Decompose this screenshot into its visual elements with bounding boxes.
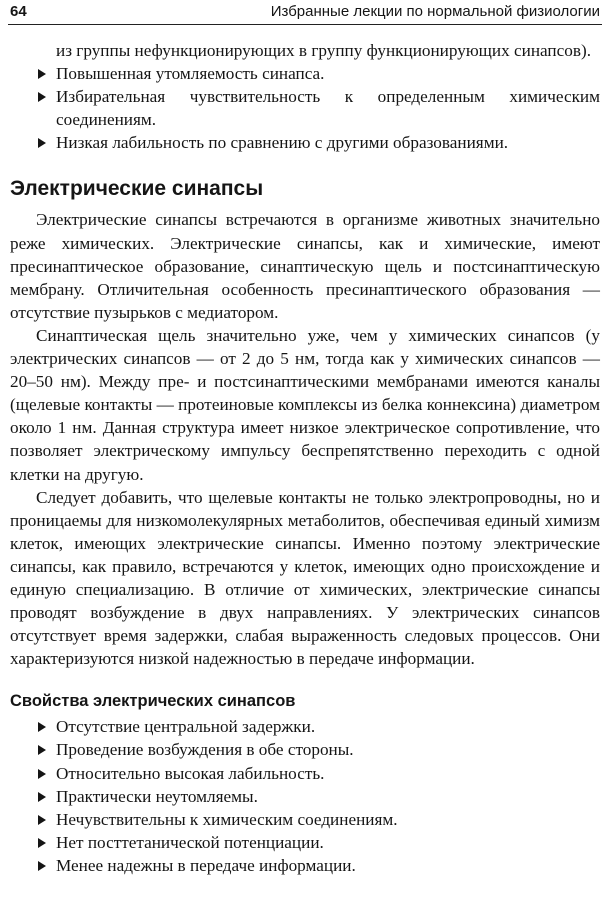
list-item: Менее надежны в передаче информации.: [10, 854, 600, 877]
list-item: Повышенная утомляемость синапса.: [10, 62, 600, 85]
list-item: Нечувствительны к химическим соединениям.: [10, 808, 600, 831]
bullet-triangle-icon: [38, 138, 46, 148]
list-item: Относительно высокая лабильность.: [10, 762, 600, 785]
bullet-triangle-icon: [38, 769, 46, 779]
list-continuation-text: из группы нефункционирующих в группу функционирующих синапсов).: [56, 41, 591, 60]
list-item: Низкая лабильность по сравнению с другими образованиями.: [10, 131, 600, 154]
list-item: Проведение возбуждения в обе стороны.: [10, 738, 600, 761]
bullet-triangle-icon: [38, 722, 46, 732]
page-content: [10, 39, 600, 877]
properties-bullet-list: [10, 715, 600, 877]
page-number: 64: [10, 3, 27, 20]
bullet-triangle-icon: [38, 92, 46, 102]
list-item: Избирательная чувствительность к определенным химическим соединениям.: [10, 85, 600, 131]
bullet-triangle-icon: [38, 838, 46, 848]
bullet-triangle-icon: [38, 745, 46, 755]
page-header: [8, 0, 602, 25]
list-item: Нет посттетанической потенциации.: [10, 831, 600, 854]
bullet-triangle-icon: [38, 861, 46, 871]
section-heading: Электрические синапсы: [10, 177, 264, 201]
bullet-triangle-icon: [38, 69, 46, 79]
running-title: Избранные лекции по нормальной физиологии: [270, 3, 600, 20]
bullet-triangle-icon: [38, 792, 46, 802]
list-item: Практически неутомляемы.: [10, 785, 600, 808]
body-paragraph: Синаптическая щель значительно уже, чем у химических синапсов (у электрических синапсов — от 2 до 5 нм, тогда как у химических синапсов — 20–50 нм). Между пре- и постсинаптическими мембранами имеются каналы (щелевые контакты — протеиновые комплексы из белка коннексина) диаметром около 1 нм. Данная структура имеет низкое электрическое сопротивление, что позволяет электрическому импульсу беспрепятственно переходить с одной клетки на другую.: [10, 325, 600, 484]
bullet-triangle-icon: [38, 815, 46, 825]
top-bullet-list: [10, 62, 600, 154]
body-paragraph: Следует добавить, что щелевые контакты не только электропроводны, но и проницаемы для низкомолекулярных метаболитов, обеспечивая единый химизм клеток, имеющих электрические синапсы. Именно поэтому электрические синапсы, как правило, встречаются у клеток, имеющих одно происхождение и единую специализацию. В отличие от химических, электрические синапсы проводят возбуждение в двух направлениях. У электрических синапсов отсутствует время задержки, слабая выраженность следовых процессов. Они характеризуются низкой надежностью в передаче информации.: [10, 487, 600, 669]
body-paragraph: Электрические синапсы встречаются в организме животных значительно реже химических. Электрические синапсы, как и химические, имеют пресинаптическое образование, синаптическую щель и постсинаптическую мембрану. Отличительная особенность пресинаптического образования — отсутствие пузырьков с медиатором.: [10, 210, 600, 322]
subsection-heading: Свойства электрических синапсов: [10, 692, 296, 711]
list-item: Отсутствие центральной задержки.: [10, 715, 600, 738]
